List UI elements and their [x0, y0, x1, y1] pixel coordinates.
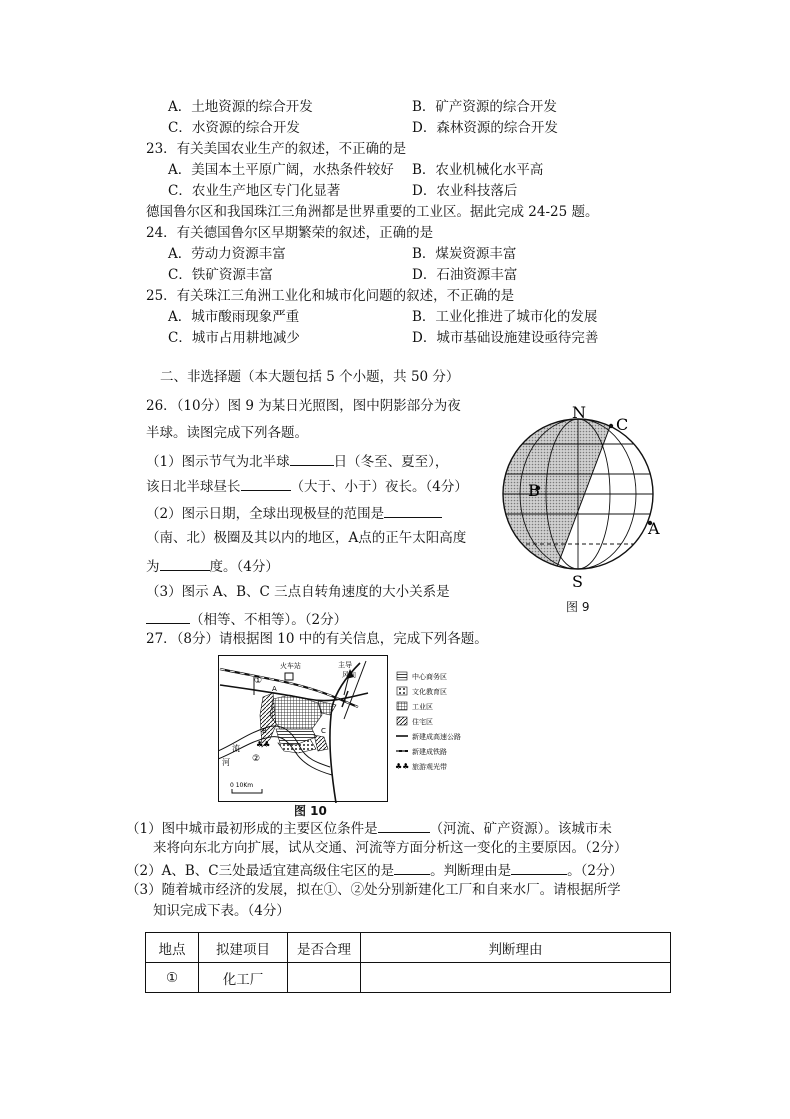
legend-residential-swatch	[397, 717, 407, 725]
section-heading: 二、非选择题（本大题包括 5 个小题，共 50 分）	[160, 369, 460, 385]
table-header: 地点	[146, 933, 199, 963]
legend-industry: 工业区	[412, 703, 433, 711]
intro-24-25: 德国鲁尔区和我国珠江三角洲都是世界重要的工业区。据此完成 24-25 题。	[146, 204, 599, 220]
q26-part2-line1	[146, 503, 442, 523]
q26-part1-text-c: 该日北半球昼长	[146, 479, 241, 495]
q26-part1-text-a: （1）图示节气为北半球	[146, 454, 290, 470]
q27-part1-line2: 来将向东北方向扩展，试从交通、河流等方面分析这一变化的主要原因。（2分）	[153, 840, 628, 856]
q27-part1-line1	[126, 818, 612, 838]
table-header: 判断理由	[361, 933, 671, 963]
answer-blank[interactable]	[378, 818, 430, 833]
table-header: 是否合理	[288, 933, 361, 963]
label-wind-1: 主导	[338, 661, 352, 669]
q22-option-d: D．森林资源的综合开发	[412, 120, 558, 136]
q25-option-a: A．城市酸雨现象严重	[168, 309, 300, 325]
figure-10-city-map	[218, 655, 478, 803]
answer-blank[interactable]	[241, 476, 291, 491]
q27-part2-text-b: 。判断理由是	[430, 863, 512, 879]
label-b: B	[528, 481, 540, 500]
q25-option-d: D．城市基础设施建设亟待完善	[412, 330, 599, 346]
legend-highway: 新建成高速公路	[412, 733, 461, 741]
label-river-2: 河	[222, 758, 230, 767]
answer-blank[interactable]	[290, 451, 334, 466]
site-2: ②	[252, 754, 261, 764]
table-row	[146, 963, 671, 993]
q26-part3-line1: （3）图示 A、B、C 三点自转角速度的大小关系是	[146, 584, 450, 600]
label-station: 火车站	[280, 662, 301, 670]
table-cell: ①	[146, 963, 199, 993]
answer-blank[interactable]	[394, 860, 430, 875]
label-a: A	[272, 685, 277, 693]
q26-part1-line2	[146, 476, 468, 496]
legend-tourism-icon: ♣♣	[395, 762, 410, 771]
tourism-icon: ♣♣	[256, 740, 271, 749]
label-n: N	[572, 403, 586, 422]
q22-option-b: B．矿产资源的综合开发	[412, 99, 557, 115]
label-c: C	[321, 727, 326, 735]
legend-tourism: 旅游观光带	[412, 763, 447, 771]
answer-blank[interactable]	[384, 503, 442, 518]
figure-10-caption: 图 10	[294, 804, 327, 818]
q22-option-c: C．水资源的综合开发	[168, 120, 300, 136]
legend-railway: 新建成铁路	[412, 748, 447, 756]
q27-part1-text-a: （1）图中城市最初形成的主要区位条件是	[126, 821, 378, 837]
table-header: 拟建项目	[199, 933, 288, 963]
q25-option-b: B．工业化推进了城市化的发展	[412, 309, 598, 325]
legend-education: 文化教育区	[412, 688, 447, 696]
q27-stem: 27．（8分）请根据图 10 中的有关信息，完成下列各题。	[146, 631, 488, 647]
legend-cbd-swatch	[397, 672, 407, 680]
q26-part3-line2	[146, 609, 347, 629]
answer-blank[interactable]	[146, 609, 190, 624]
q22-option-a: A．土地资源的综合开发	[168, 99, 313, 115]
q27-part1-text-b: （河流、矿产资源）。该城市未	[429, 821, 612, 837]
legend-industry-swatch	[397, 702, 407, 710]
answer-blank[interactable]	[511, 860, 567, 875]
legend-residential: 住宅区	[412, 718, 433, 726]
label-c: C	[616, 415, 629, 434]
q26-part1-text-b: 日（冬至、夏至），	[333, 454, 449, 470]
q27-part2-line	[126, 860, 623, 880]
q26-part3-text-b: （相等、不相等）。（2分）	[190, 612, 348, 628]
q25-stem: 25．有关珠江三角洲工业化和城市化问题的叙述，不正确的是	[146, 288, 515, 304]
q26-stem: 26．（10分）图 9 为某日光照图，图中阴影部分为夜	[146, 398, 461, 414]
q24-option-d: D．石油资源丰富	[412, 267, 518, 283]
q23-option-d: D．农业科技落后	[412, 183, 518, 199]
q23-stem: 23．有关美国农业生产的叙述，不正确的是	[146, 141, 407, 157]
q25-option-c: C．城市占用耕地减少	[168, 330, 300, 346]
q27-part3-line1: （3）随着城市经济的发展，拟在①、②处分别新建化工厂和自来水厂。请根据所学	[126, 882, 621, 898]
q26-part2-text-d: 度。（4分）	[209, 559, 279, 575]
figure-9-illumination-diagram	[498, 400, 668, 596]
q27-part2-text-c: 。（2分）	[567, 863, 623, 879]
label-a: A	[648, 519, 660, 538]
q27-part3-line2: 知识完成下表。（4分）	[153, 903, 290, 919]
label-river-1: 流	[232, 744, 240, 753]
q26-part2-text-a: （2）图示日期，全球出现极昼的范围是	[146, 506, 385, 522]
q24-option-b: B．煤炭资源丰富	[412, 246, 517, 262]
q24-stem: 24．有关德国鲁尔区早期繁荣的叙述，正确的是	[146, 225, 434, 241]
table-cell-answer[interactable]	[288, 963, 361, 993]
q23-option-c: C．农业生产地区专门化显著	[168, 183, 341, 199]
q26-part2-line3	[146, 556, 279, 576]
table-header-row	[146, 933, 671, 963]
q24-option-c: C．铁矿资源丰富	[168, 267, 273, 283]
label-s: S	[572, 572, 583, 591]
q27-part2-text-a: （2）A、B、C三处最适宜建高级住宅区的是	[126, 863, 395, 879]
legend-cbd: 中心商务区	[412, 673, 447, 681]
answer-blank[interactable]	[160, 556, 210, 571]
q26-stem-2: 半球。读图完成下列各题。	[146, 425, 308, 441]
figure-9-caption: 图 9	[566, 600, 590, 614]
q26-part2-text-c: 为	[146, 559, 160, 575]
q26-part2-line2: （南、北）极圈及其以内的地区，A点的正午太阳高度	[146, 530, 467, 546]
q26-part1-line1	[146, 451, 448, 471]
q24-option-a: A．劳动力资源丰富	[168, 246, 286, 262]
q23-option-b: B．农业机械化水平高	[412, 162, 544, 178]
q26-part1-text-d: （大于、小于）夜长。（4分）	[290, 479, 468, 495]
scale-label: 0 10Km	[230, 782, 254, 789]
table-cell: 化工厂	[199, 963, 288, 993]
label-wind-2: 风向	[342, 671, 356, 679]
table-cell-answer[interactable]	[361, 963, 671, 993]
answer-table	[145, 932, 671, 993]
label-b: B	[262, 727, 267, 735]
point-c	[609, 424, 613, 428]
legend-education-swatch	[397, 687, 407, 695]
site-1: ①	[254, 676, 263, 686]
q23-option-a: A．美国本土平原广阔，水热条件较好	[168, 162, 394, 178]
